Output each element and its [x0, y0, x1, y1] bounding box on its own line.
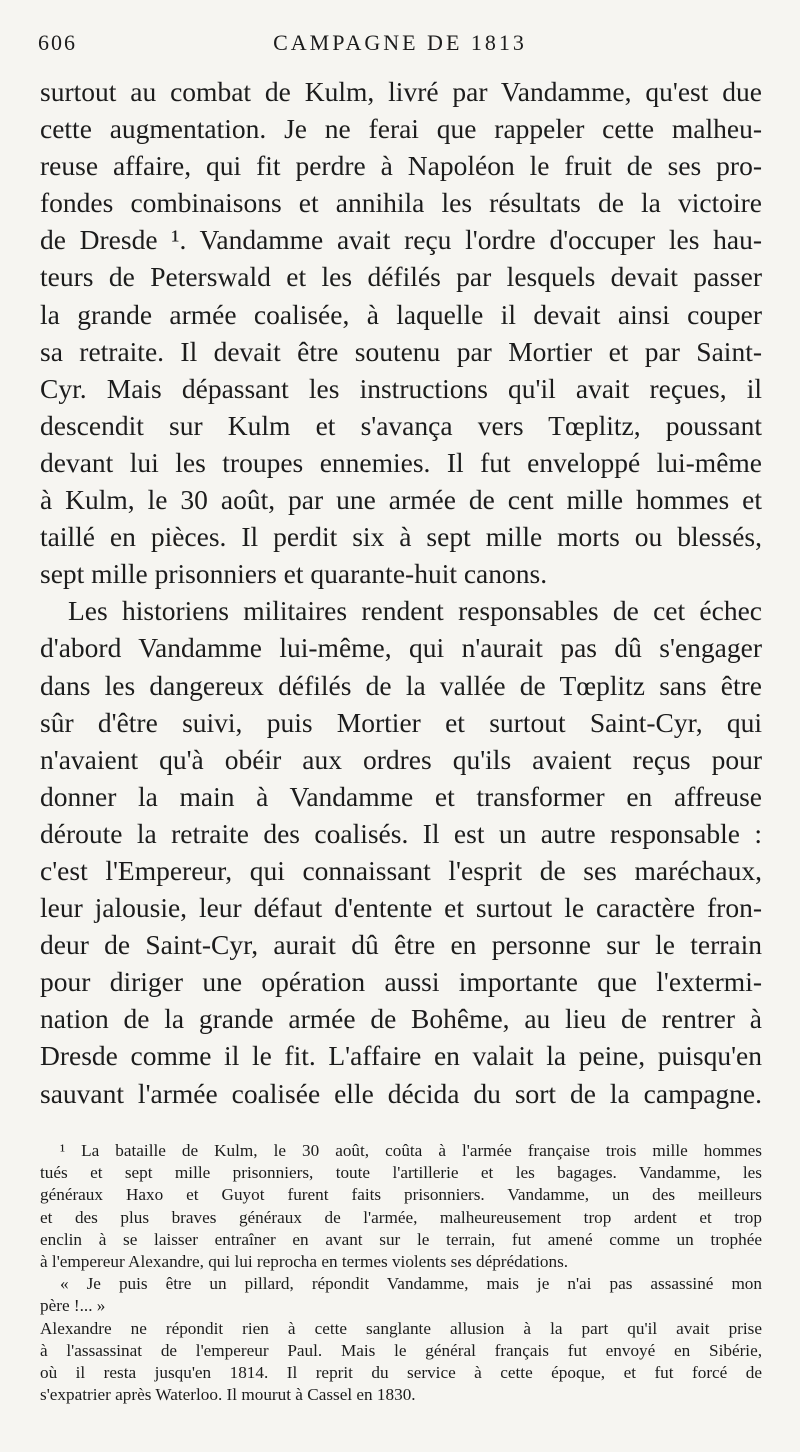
body-line: déroute la retraite des coalisés. Il est un autre responsable :	[40, 817, 762, 849]
footnote-line: à l'empereur Alexandre, qui lui reprocha en termes violents ses déprédations.	[40, 1251, 569, 1271]
body-line: deur de Saint-Cyr, aurait dû être en personne sur le terrain	[40, 929, 762, 961]
body-line: taillé en pièces. Il perdit six à sept mille morts ou blessés,	[40, 521, 762, 553]
body-line: fondes combinaisons et annihila les résultats de la victoire	[40, 187, 762, 219]
body-line: sauvant l'armée coalisée elle décida du sort de la campagne.	[40, 1077, 762, 1109]
body-line: sûr d'être suivi, puis Mortier et surtout Saint-Cyr, qui	[40, 706, 762, 738]
running-head	[38, 30, 762, 60]
page-number: 606	[38, 30, 77, 55]
footnote-line: à l'assassinat de l'empereur Paul. Mais le général français fut envoyé en Sibérie,	[40, 1340, 762, 1360]
body-line: Les historiens militaires rendent responsables de cet échec	[68, 595, 762, 627]
body-line: de Dresde ¹. Vandamme avait reçu l'ordre d'occuper les hau-	[40, 224, 762, 256]
footnotes	[40, 1140, 762, 1406]
body-line: sa retraite. Il devait être soutenu par Mortier et par Saint-	[40, 335, 762, 367]
running-title: CAMPAGNE DE 1813	[273, 30, 527, 55]
footnote-line: généraux Haxo et Guyot furent faits prisonniers. Vandamme, un des meilleurs	[40, 1185, 762, 1205]
body-line: pour diriger une opération aussi importante que l'extermi-	[40, 966, 762, 998]
body-line: Cyr. Mais dépassant les instructions qu'il avait reçues, il	[40, 372, 762, 404]
body-line: surtout au combat de Kulm, livré par Vandamme, qu'est due	[40, 76, 762, 107]
footnote-line: s'expatrier après Waterloo. Il mourut à Cassel en 1830.	[40, 1385, 416, 1405]
body-line: donner la main à Vandamme et transformer en affreuse	[40, 780, 762, 812]
footnote-line: ¹ La bataille de Kulm, le 30 août, coûta à l'armée française trois mille hommes	[60, 1141, 762, 1160]
body-line: Dresde comme il le fit. L'affaire en valait la peine, puisqu'en	[40, 1040, 762, 1072]
body-line: reuse affaire, qui fit perdre à Napoléon le fruit de ses pro-	[40, 150, 762, 182]
body-line: nation de la grande armée de Bohême, au lieu de rentrer à	[40, 1003, 762, 1035]
body-line: descendit sur Kulm et s'avança vers Tœplitz, poussant	[40, 409, 762, 441]
body-line: c'est l'Empereur, qui connaissant l'esprit de ses maréchaux,	[40, 854, 762, 886]
footnote-line: et des plus braves généraux de l'armée, malheureusement trop ardent et trop	[40, 1207, 762, 1227]
body-line: sept mille prisonniers et quarante-huit canons.	[40, 558, 548, 590]
body-line: devant lui les troupes ennemies. Il fut enveloppé lui-même	[40, 446, 762, 478]
footnote-line: Alexandre ne répondit rien à cette sanglante allusion à la part qu'il avait prise	[40, 1318, 762, 1338]
body-line: à Kulm, le 30 août, par une armée de cent mille hommes et	[40, 484, 762, 516]
footnote-line: où il resta jusqu'en 1814. Il reprit du service à cette époque, et fut forcé de	[40, 1362, 762, 1382]
body-line: cette augmentation. Je ne ferai que rappeler cette malheu-	[40, 113, 762, 145]
body-line: n'avaient qu'à obéir aux ordres qu'ils avaient reçus pour	[40, 743, 762, 775]
main-text	[40, 73, 762, 1112]
body-line: d'abord Vandamme lui-même, qui n'aurait pas dû s'engager	[40, 632, 762, 664]
body-line: la grande armée coalisée, à laquelle il devait ainsi couper	[40, 298, 762, 330]
footnote-line: tués et sept mille prisonniers, toute l'artillerie et les bagages. Vandamme, les	[40, 1163, 762, 1183]
footnote-line: « Je puis être un pillard, répondit Vandamme, mais je n'ai pas assassiné mon	[60, 1274, 762, 1294]
footnote-line: père !... »	[40, 1296, 106, 1316]
body-line: dans les dangereux défilés de la vallée de Tœplitz sans être	[40, 669, 762, 701]
body-line: leur jalousie, leur défaut d'entente et surtout le caractère fron-	[40, 892, 762, 924]
body-line: teurs de Peterswald et les défilés par lesquels devait passer	[40, 261, 762, 293]
footnote-line: enclin à se laisser entraîner en avant sur le terrain, fut amené comme un trophée	[40, 1229, 762, 1249]
